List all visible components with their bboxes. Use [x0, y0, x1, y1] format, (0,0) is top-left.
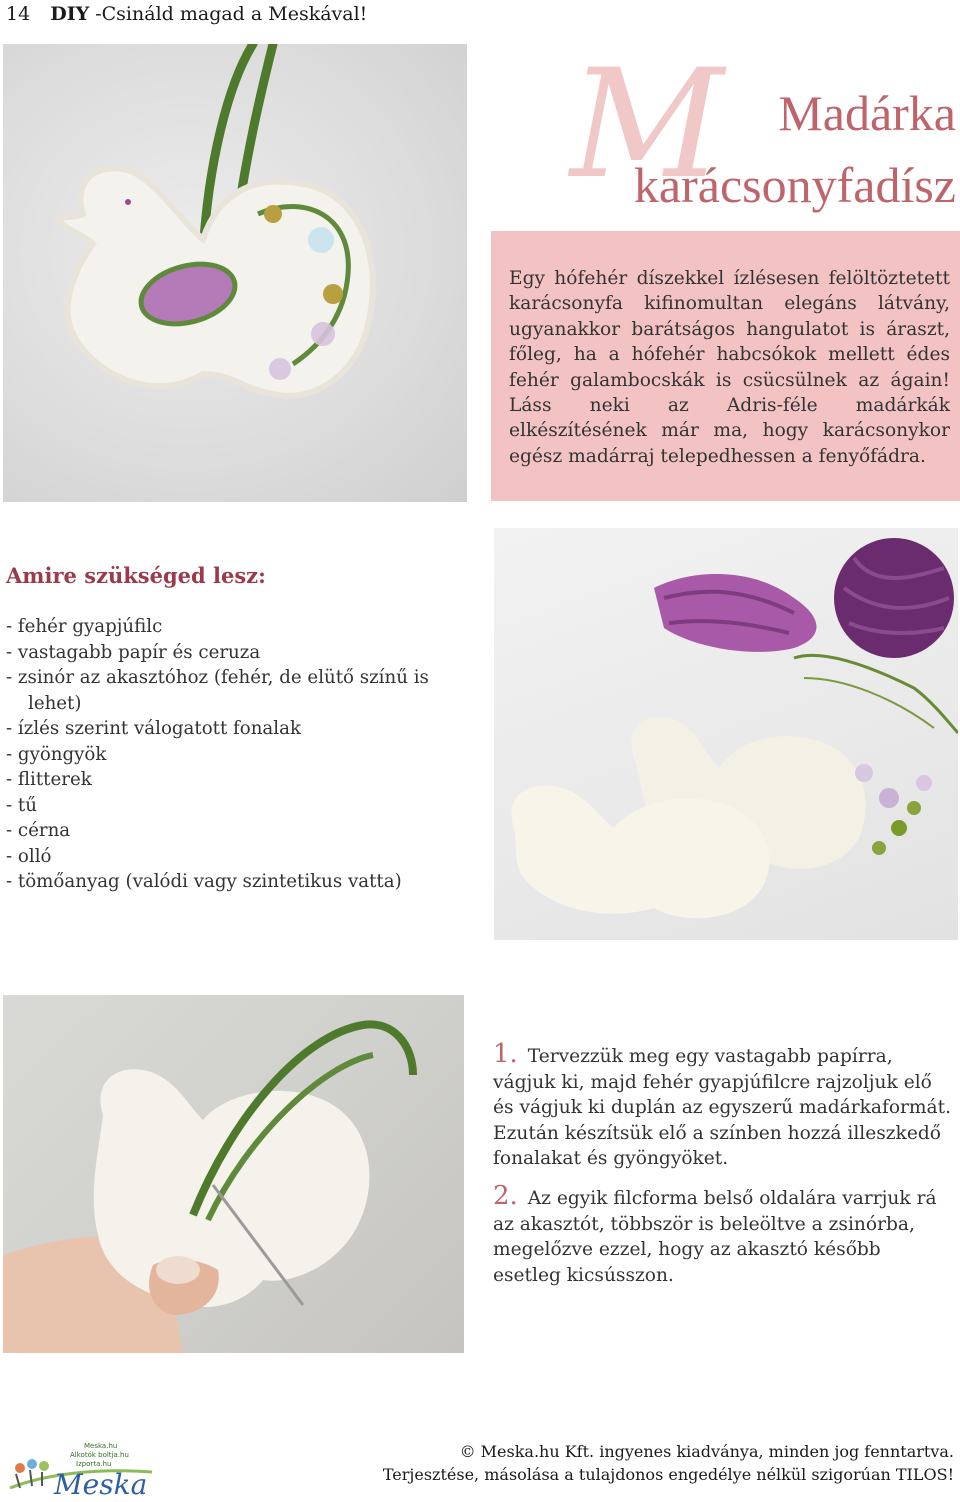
list-item: - tű — [6, 794, 37, 816]
meska-logo — [6, 1438, 156, 1498]
copyright-line: © Meska.hu Kft. ingyenes kiadványa, minden jog fenntartva. — [459, 1442, 954, 1461]
page-number: 14 — [6, 3, 31, 25]
step-number: 2. — [493, 1180, 518, 1211]
distribution-notice: Terjesztése, másolása a tulajdonos engedélye nélkül szigorúan TILOS! — [382, 1465, 954, 1484]
list-item: - fehér gyapjúfilc — [6, 616, 163, 637]
step-text: Az egyik filcforma belső oldalára varrjuk rá az akasztót, többször is beleöltve a zsinórba, megelőzve ezzel, hogy az akasztó később esetleg kicsússzon. — [493, 1187, 937, 1286]
copyright-footer — [383, 1440, 954, 1486]
list-item: - gyöngyök — [6, 743, 107, 765]
materials-heading: Amire szükséged lesz: — [6, 563, 266, 588]
materials-list — [6, 614, 476, 895]
logo-site-2: Alkotók boltja.hu — [70, 1451, 129, 1459]
logo-site-1: Meska.hu — [84, 1442, 118, 1450]
decorative-initial: M — [570, 38, 724, 212]
materials-illustration — [494, 528, 958, 940]
step-text: Tervezzük meg egy vastagabb papírra, vágjuk ki, majd fehér gyapjúfilcre rajzoljuk elő és vágjuk ki duplán az egyszerű madárkaformát. Ezután készítsük elő a színben hozzá illeszkedő fonalakat és gyöngyöket. — [493, 1046, 952, 1170]
list-item: - cérna — [6, 820, 71, 841]
page-header — [6, 3, 367, 25]
materials-photo — [494, 528, 958, 940]
intro-text: Egy hófehér díszekkel ízlésesen felöltöztetett karácsonyfa kifinomultan elegáns látvány, ugyanakkor barátságos hangulatot is áraszt, főleg, ha a hófehér habcsókok mellett édes fehér galambocskák is csücsülnek az ágain! Láss neki az Adris-féle madárkák elkészítésének már ma, hogy karácsonykor egész madárraj telepedhessen a fenyőfádra. — [509, 268, 950, 467]
list-item: - zsinór az akasztóhoz (fehér, de elütő színű is lehet) — [6, 667, 429, 714]
step-number: 1. — [493, 1039, 518, 1069]
list-item: - olló — [6, 845, 52, 867]
logo-site-3: Izporta.hu — [76, 1460, 112, 1468]
instructions — [493, 1039, 953, 1300]
section-label: DIY — [50, 3, 90, 25]
step-1 — [493, 1039, 953, 1172]
sewing-illustration — [3, 995, 464, 1353]
step-2 — [493, 1180, 953, 1288]
intro-box — [491, 231, 960, 501]
title-line-1: Madárka — [778, 85, 956, 141]
article-title — [500, 38, 960, 220]
list-item: - ízlés szerint válogatott fonalak — [6, 718, 301, 739]
title-line-2: karácsonyfadísz — [633, 157, 956, 213]
list-item: - flitterek — [6, 769, 92, 790]
sewing-step-photo — [3, 995, 464, 1353]
list-item: - tömőanyag (valódi vagy szintetikus vatta) — [6, 871, 402, 892]
bird-ornament-photo — [3, 44, 467, 502]
section-subtitle: -Csináld magad a Meskával! — [95, 3, 368, 25]
list-item: - vastagabb papír és ceruza — [6, 641, 261, 663]
logo-graphic — [6, 1438, 156, 1498]
bird-ornament-illustration — [3, 44, 467, 502]
logo-name: Meska — [54, 1468, 148, 1498]
